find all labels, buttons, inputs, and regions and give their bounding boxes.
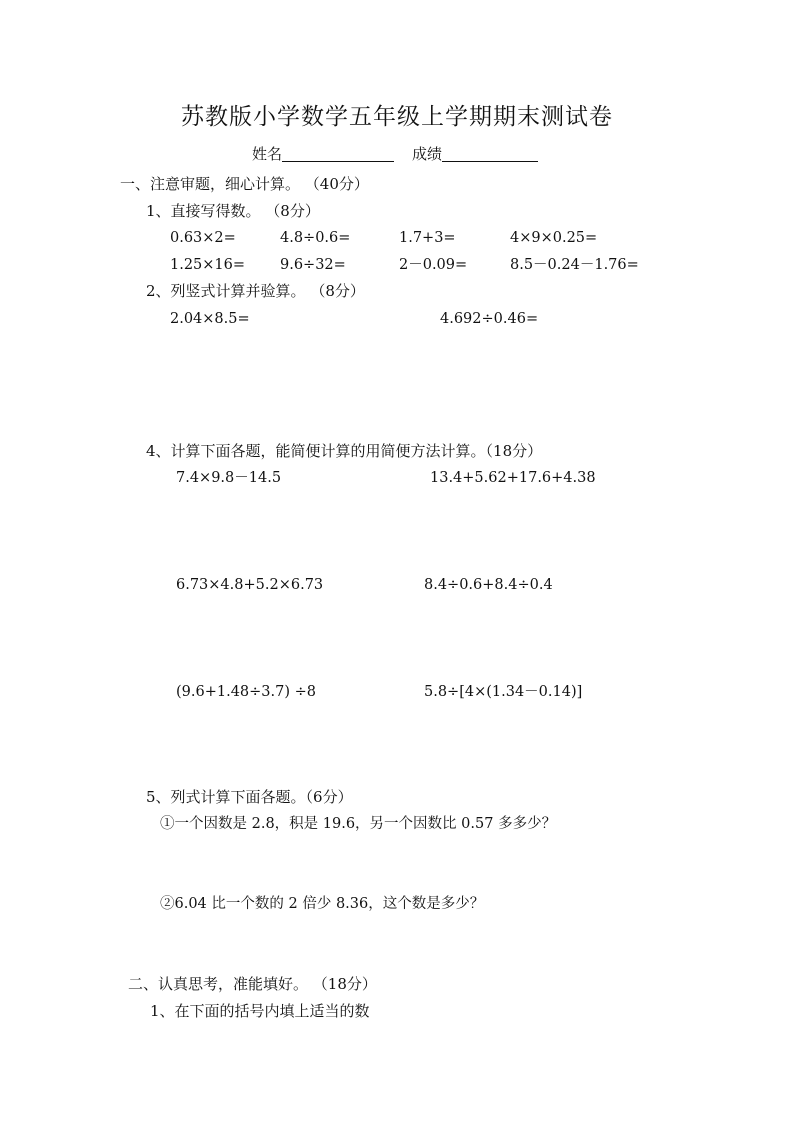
oral-question-1: 0.63×2= <box>170 230 236 246</box>
calc-item-1: 7.4×9.8－14.5 <box>176 470 282 486</box>
calc-item-5: (9.6+1.48÷3.7) ÷8 <box>176 684 317 700</box>
page-title: 苏教版小学数学五年级上学期期末测试卷 <box>181 104 613 130</box>
word-problem-1: ①一个因数是 2.8，积是 19.6，另一个因数比 0.57 多多少？ <box>160 816 557 832</box>
score-label: 成绩 <box>412 145 443 163</box>
name-label: 姓名 <box>252 145 283 163</box>
calc-item-3: 6.73×4.8+5.2×6.73 <box>176 577 324 593</box>
section1-heading: 一、注意审题，细心计算。 （40分） <box>120 175 369 193</box>
part2-heading: 2、列竖式计算并验算。 （8分） <box>146 282 365 300</box>
oral-question-6: 9.6÷32= <box>280 257 346 273</box>
calc-item-2: 13.4+5.62+17.6+4.38 <box>430 470 596 486</box>
oral-question-8: 8.5－0.24－1.76= <box>510 257 639 273</box>
word-problem-2: ②6.04 比一个数的 2 倍少 8.36，这个数是多少？ <box>160 896 485 912</box>
part4-heading: 4、计算下面各题，能简便计算的用简便方法计算。（18分） <box>146 442 543 460</box>
part1-heading: 1、直接写得数。 （8分） <box>146 202 320 220</box>
part5-heading: 5、列式计算下面各题。（6分） <box>146 788 353 806</box>
oral-question-7: 2－0.09= <box>399 257 468 273</box>
name-field <box>252 146 394 162</box>
calc-item-4: 8.4÷0.6+8.4÷0.4 <box>424 577 553 593</box>
oral-question-4: 4×9×0.25= <box>510 230 598 246</box>
calc-item-6: 5.8÷[4×(1.34－0.14)] <box>424 684 583 700</box>
score-blank <box>442 146 538 162</box>
section2-heading: 二、认真思考，准能填好。 （18分） <box>128 975 377 993</box>
section2-part1-heading: 1、在下面的括号内填上适当的数 <box>150 1002 370 1020</box>
score-field <box>412 146 538 162</box>
oral-question-5: 1.25×16= <box>170 257 246 273</box>
name-blank <box>282 146 394 162</box>
oral-question-2: 4.8÷0.6= <box>280 230 351 246</box>
vertical-calc-1: 2.04×8.5= <box>170 311 250 327</box>
vertical-calc-2: 4.692÷0.46= <box>440 311 539 327</box>
oral-question-3: 1.7+3= <box>399 230 456 246</box>
